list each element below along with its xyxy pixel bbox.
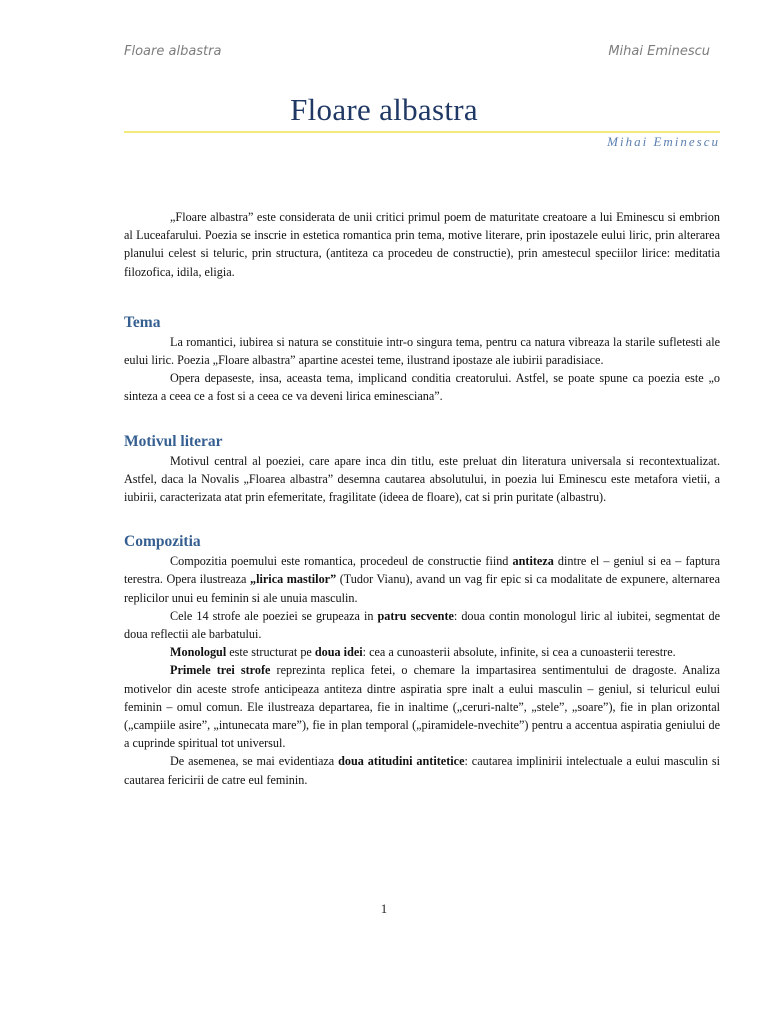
intro-paragraph: „Floare albastra” este considerata de unii critici primul poem de maturitate creatoare a lui Eminescu si embrion al Luceafarului. Poezia se inscrie in estetica romantica prin tema, motive literare, prin ipostazele eului liric, prin alterarea planului celest si teluric, prin structura, (antiteza ca procedeu de constructie), prin amestecul speciilor lirice: meditatia filozofica, idila, eligia. [124,210,720,279]
compozitia-paragraph-5: De asemenea, se mai evidentiaza doua atitudini antitetice: cautarea implinirii intelectuale a eului masculin si cautarea fericirii de catre eul feminin. [124,754,721,787]
bold-term: „lirica mastilor” [250,572,337,587]
section-heading-compozitia: Compozitia [124,533,201,551]
compozitia-paragraph-3: Monologul este structurat pe doua idei: cea a cunoasterii absolute, infinite, si cea a cunoasterii terestre. [170,645,676,660]
motiv-paragraph-1: Motivul central al poeziei, care apare inca din titlu, este preluat din literatura universala si recontextualizat. Astfel, daca la Novalis „Floarea albastra” desemna cautarea absolutului, in poezia lui Eminescu este metafora vietii, a iubirii, caracterizata atat prin efemeritate, fragilitate (ideea de floare), cat si prin puritate (albastru). [124,453,720,505]
bold-term: antiteza [512,554,554,569]
bold-term: Primele trei strofe [170,663,271,678]
compozitia-paragraph-2: Cele 14 strofe ale poeziei se grupeaza in patru secvente: doua contin monologul liric al iubitei, segmentat de doua reflectii ale barbatului. [124,608,720,642]
document-body [124,208,720,789]
bold-term: doua idei [314,645,363,660]
compozitia-paragraph-1: Compozitia poemului este romantica, procedeul de constructie fiind antiteza dintre el – geniul si ea – faptura terestra. Opera ilustreaza „lirica mastilor” (Tudor Vianu), avand un vag fir epic si ca modalitate de expunere, alternarea replicilor unui eu feminin si ale unuia masculin. [124,554,720,605]
section-heading-tema: Tema [124,313,161,331]
compozitia-paragraph-4: Primele trei strofe reprezinta replica fetei, o chemare la impartasirea sentimentului de dragoste. Analiza motivelor din aceste strofe anticipeaza antiteza dintre aspiratia spre inalt a eului masculin – geniul, si teluricul eului feminin – omul comun. Ele ilustreaza departarea, fie in inaltime („ceruri-nalte”, „stele”, „soare”), fie in plan orizontal („campiile asire”, „intunecata mare”), fie in plan temporal („piramidele-nvechite”) pentru a accentua aspiratia geniului de a cuprinde spiritual tot universul. [124,663,720,751]
running-header-author: Mihai Eminescu [608,44,710,59]
section-heading-motivul-literar: Motivul literar [124,432,223,450]
page-number: 1 [380,901,388,916]
document-title: Floare albastra [290,92,478,127]
running-header-title: Floare albastra [124,44,222,59]
tema-paragraph-1: La romantici, iubirea si natura se constituie intr-o singura tema, pentru ca natura vibreaza la starile sufletesti ale eului liric. Poezia „Floare albastra” apartine acestei teme, ilustrand ipostaze ale iubirii paradisiace. [124,334,720,368]
bold-term: patru secvente [377,608,454,623]
title-divider [124,131,720,133]
tema-paragraph-2: Opera depaseste, insa, aceasta tema, implicand conditia creatorului. Astfel, se poate spune ca poezia este „o sinteza a ceea ce a fost si a ceea ce va deveni lirica eminesciana”. [124,371,720,404]
author-byline: Mihai Eminescu [607,134,720,149]
bold-term: doua atitudini antitetice [338,754,465,769]
bold-term: Monologul [170,645,227,660]
